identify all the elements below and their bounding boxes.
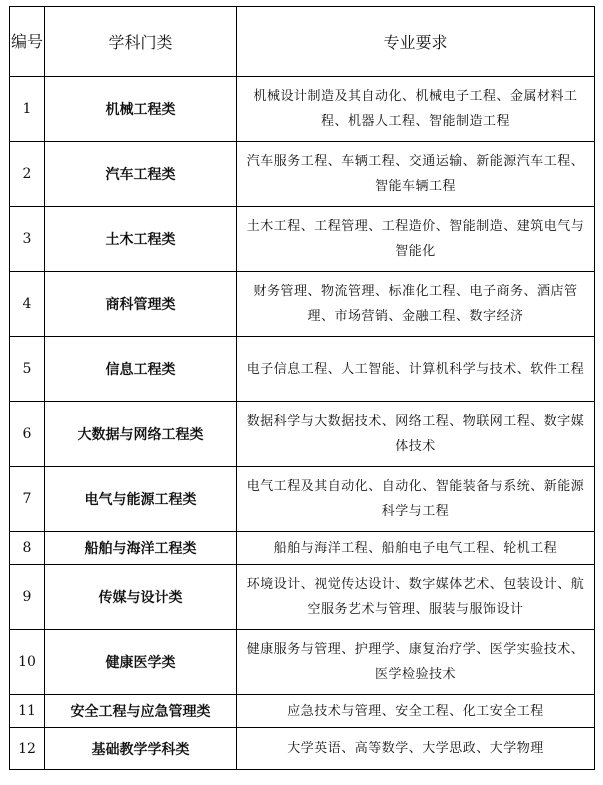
table-row xyxy=(10,272,595,337)
table-row xyxy=(10,337,595,402)
row-requirement: 土木工程、工程管理、工程造价、智能制造、建筑电气与智能化 xyxy=(237,207,595,272)
header-category: 学科门类 xyxy=(45,7,237,77)
row-category: 机械工程类 xyxy=(45,77,237,142)
row-num: 6 xyxy=(10,402,45,467)
table-row xyxy=(10,142,595,207)
row-num: 11 xyxy=(10,695,45,728)
table-row xyxy=(10,630,595,695)
row-category: 健康医学类 xyxy=(45,630,237,695)
row-num: 9 xyxy=(10,565,45,630)
table-row xyxy=(10,728,595,770)
row-requirement: 电子信息工程、人工智能、计算机科学与技术、软件工程 xyxy=(237,337,595,402)
row-requirement: 船舶与海洋工程、船舶电子电气工程、轮机工程 xyxy=(237,532,595,565)
table-row xyxy=(10,532,595,565)
header-row xyxy=(10,7,595,77)
row-category: 基础教学学科类 xyxy=(45,728,237,770)
row-requirement: 财务管理、物流管理、标准化工程、电子商务、酒店管理、市场营销、金融工程、数字经济 xyxy=(237,272,595,337)
major-requirements-table xyxy=(9,6,595,770)
row-requirement: 环境设计、视觉传达设计、数字媒体艺术、包装设计、航空服务艺术与管理、服装与服饰设计 xyxy=(237,565,595,630)
row-category: 电气与能源工程类 xyxy=(45,467,237,532)
row-requirement: 大学英语、高等数学、大学思政、大学物理 xyxy=(237,728,595,770)
table-row xyxy=(10,77,595,142)
header-requirement: 专业要求 xyxy=(237,7,595,77)
row-num: 4 xyxy=(10,272,45,337)
table-row xyxy=(10,565,595,630)
row-category: 汽车工程类 xyxy=(45,142,237,207)
row-requirement: 机械设计制造及其自动化、机械电子工程、金属材料工程、机器人工程、智能制造工程 xyxy=(237,77,595,142)
header-num: 编号 xyxy=(10,7,45,77)
row-requirement: 数据科学与大数据技术、网络工程、物联网工程、数字媒体技术 xyxy=(237,402,595,467)
row-num: 8 xyxy=(10,532,45,565)
row-category: 商科管理类 xyxy=(45,272,237,337)
row-requirement: 电气工程及其自动化、自动化、智能装备与系统、新能源科学与工程 xyxy=(237,467,595,532)
row-num: 3 xyxy=(10,207,45,272)
table-row xyxy=(10,695,595,728)
row-category: 传媒与设计类 xyxy=(45,565,237,630)
row-category: 大数据与网络工程类 xyxy=(45,402,237,467)
table-row xyxy=(10,467,595,532)
row-category: 安全工程与应急管理类 xyxy=(45,695,237,728)
table-row xyxy=(10,402,595,467)
row-num: 2 xyxy=(10,142,45,207)
row-num: 7 xyxy=(10,467,45,532)
row-num: 12 xyxy=(10,728,45,770)
row-requirement: 健康服务与管理、护理学、康复治疗学、医学实验技术、医学检验技术 xyxy=(237,630,595,695)
row-requirement: 汽车服务工程、车辆工程、交通运输、新能源汽车工程、智能车辆工程 xyxy=(237,142,595,207)
row-num: 5 xyxy=(10,337,45,402)
row-requirement: 应急技术与管理、安全工程、化工安全工程 xyxy=(237,695,595,728)
row-category: 信息工程类 xyxy=(45,337,237,402)
row-category: 船舶与海洋工程类 xyxy=(45,532,237,565)
row-num: 10 xyxy=(10,630,45,695)
row-category: 土木工程类 xyxy=(45,207,237,272)
table-row xyxy=(10,207,595,272)
row-num: 1 xyxy=(10,77,45,142)
